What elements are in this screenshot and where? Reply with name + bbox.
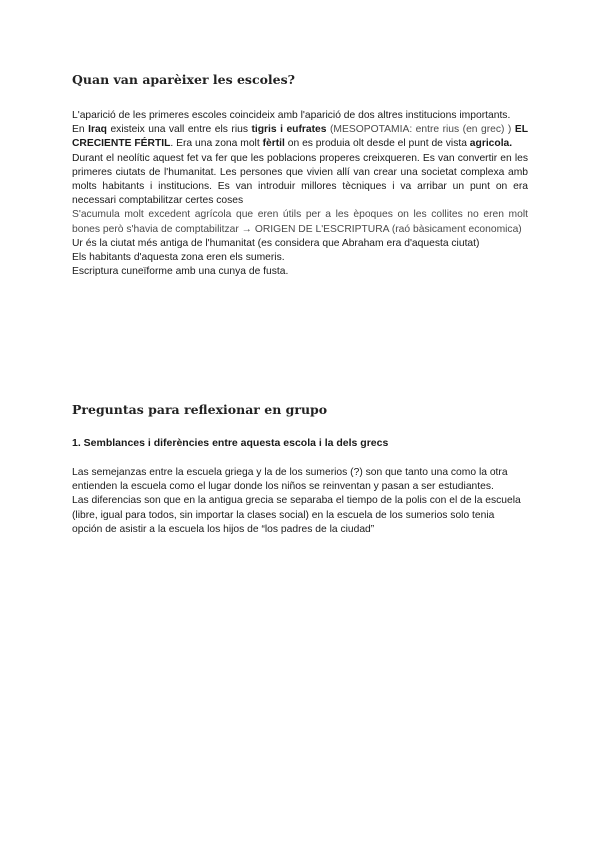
text-fragment: En [72, 124, 89, 136]
paragraph-ur: Ur és la ciutat més antiga de l'humanitat (es considera que Abraham era d'aquesta ciutat) [72, 237, 480, 249]
section-title-questions: Preguntas para reflexionar en grupo [72, 402, 328, 417]
paragraph-neolithic: Durant el neolític aquest fet va fer que les poblacions properes creixqueren. Es van convertir en les primeres ciutats de l'humanitat. Les persones que vivien allí van crear una societat complexa amb molts habitants i institucions. Es van introduir millores tècniques i va arribar un punt on era necessari comptabilitzar certes coses [72, 152, 528, 207]
bold-fertil: fèrtil [262, 138, 285, 150]
paragraph-writing-origin: S'acumula molt excedent agrícola que eren útils per a les èpoques on les collites no eren molt bones però s'havia de comptabilitzar → ORIGEN DE L'ESCRIPTURA (raó bàsicament economica) [72, 209, 528, 235]
paragraph-cuneiform: Escriptura cuneïforme amb una cunya de fusta. [72, 266, 289, 278]
answer-differences: Las diferencias son que en la antigua grecia se separaba el tiempo de la polis con el de la escuela (libre, igual para todos, sin importar la clases social) en la escuela de los sumerios solo tenia opción de asistir a la escuela los hijos de “los padres de la ciudad” [72, 495, 521, 535]
text-fragment: (MESOPOTAMIA: entre rius (en grec) ) [326, 124, 515, 136]
paragraph-mesopotamia [72, 123, 528, 151]
bold-rivers: tigris i eufrates [251, 124, 327, 136]
text-fragment: existeix una vall entre els rius [106, 124, 252, 136]
answer-similarities: Las semejanzas entre la escuela griega y la de los sumerios (?) son que tanto una como la otra entienden la escuela como el lugar donde los niños se reinventan y pasan a ser estudiantes. [72, 467, 508, 493]
section-body-answers [72, 466, 522, 537]
paragraph-sumerians: Els habitants d'aquesta zona eren els sumeris. [72, 252, 285, 264]
bold-iraq: Iraq [88, 124, 107, 136]
section-body-schools [72, 109, 528, 279]
text-fragment: on es produia olt desde el punt de vista [284, 138, 470, 150]
paragraph-intro: L'aparició de les primeres escoles coincideix amb l'aparició de dos altres institucions importants. [72, 110, 511, 121]
bold-agricola: agricola. [469, 138, 513, 150]
section-title-schools: Quan van aparèixer les escoles? [72, 72, 295, 87]
text-fragment: . Era una zona molt [170, 138, 263, 150]
bold-creciente: EL CRECIENTE FÉRTIL [72, 124, 529, 150]
question-1: 1. Semblances i diferències entre aquesta escola i la dels grecs [72, 437, 389, 449]
